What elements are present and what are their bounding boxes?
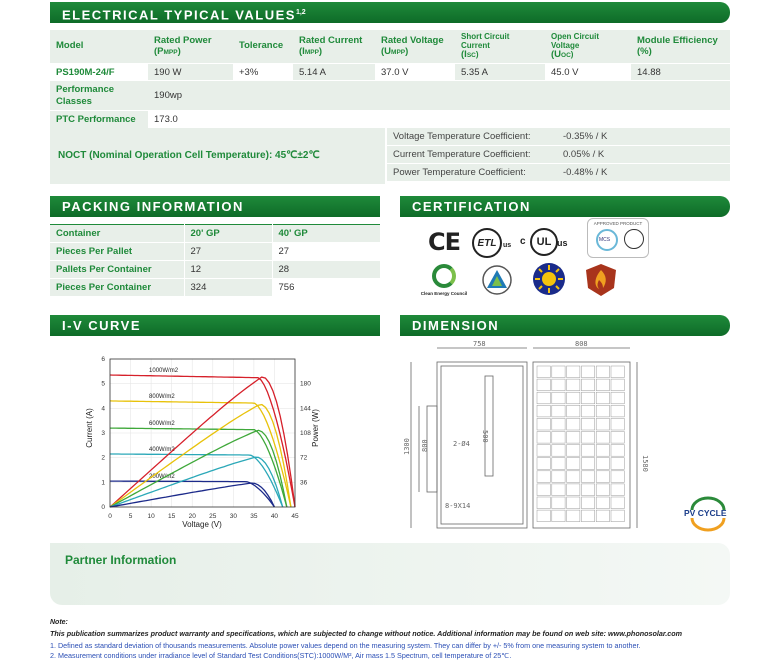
header-uoc: Open Circuit Voltage (UOC) xyxy=(545,30,631,64)
pack-cell: 12 xyxy=(184,261,272,279)
performance-value: 190wp xyxy=(148,81,730,111)
solar-cell xyxy=(611,366,624,378)
x-tick-label: 15 xyxy=(168,513,176,520)
cec-triangle-logo xyxy=(480,264,514,296)
dim-hole-2: 8-9X14 xyxy=(445,502,471,510)
y-tick-label: 3 xyxy=(101,430,105,437)
chart-curves xyxy=(110,368,295,507)
solar-cell xyxy=(552,497,565,509)
cell-tolerance: +3% xyxy=(233,64,293,81)
fire-safety-logo xyxy=(583,262,619,298)
solar-cell xyxy=(552,445,565,457)
power-curve xyxy=(110,430,287,507)
ce-logo: CE xyxy=(427,228,460,256)
cell-voltage: 37.0 V xyxy=(375,64,455,81)
coef-voltage: Voltage Temperature Coefficient: -0.35% / K xyxy=(387,128,730,146)
solar-cell xyxy=(611,497,624,509)
solar-cell xyxy=(596,484,609,496)
note-summary: This publication summarizes product warranty and specifications, which are subjected to change without notice. Additional information may be found on web site: www.phonosolar.com xyxy=(50,629,683,638)
solar-cell xyxy=(581,458,594,470)
solar-cell xyxy=(611,484,624,496)
solar-cell xyxy=(567,484,580,496)
solar-cell xyxy=(567,392,580,404)
solar-cell xyxy=(537,484,550,496)
x-tick-label: 0 xyxy=(108,513,112,520)
cell-efficiency: 14.88 xyxy=(631,64,730,81)
solar-cell xyxy=(552,432,565,444)
triangle-icon xyxy=(480,264,514,296)
header-isc: Short Circuit Current (ISC) xyxy=(455,30,545,64)
x-tick-label: 25 xyxy=(209,513,217,520)
pv-cycle-text: PV CYCLE xyxy=(684,508,727,518)
section-title-dimension: DIMENSION xyxy=(412,318,500,333)
partner-title: Partner Information xyxy=(65,553,177,567)
iv-curve-chart xyxy=(80,345,340,535)
solar-cell xyxy=(552,484,565,496)
y2-tick-label: 144 xyxy=(300,405,311,413)
pack-cell: 756 xyxy=(272,279,380,297)
y-tick-label: 1 xyxy=(101,479,105,487)
pack-header-20gp: 20' GP xyxy=(184,225,272,243)
solar-cell xyxy=(596,445,609,457)
solar-cell xyxy=(596,510,609,522)
cell-power: 190 W xyxy=(148,64,233,81)
performance-label: Performance Classes xyxy=(50,81,148,111)
electrical-table xyxy=(50,30,730,129)
solar-cell xyxy=(567,458,580,470)
y-tick-label: 2 xyxy=(101,454,105,462)
y-tick-label: 0 xyxy=(101,504,105,511)
solar-cell xyxy=(567,418,580,430)
section-banner-certification xyxy=(400,196,730,217)
solar-cell xyxy=(581,497,594,509)
pack-header-40gp: 40' GP xyxy=(272,225,380,243)
solar-cell xyxy=(581,366,594,378)
series-label: 1000W/m2 xyxy=(149,368,179,375)
ptc-value: 173.0 xyxy=(148,111,730,129)
dim-width-front: 758 xyxy=(473,340,486,348)
dimension-drawing xyxy=(405,340,695,530)
section-title-iv: I-V CURVE xyxy=(62,318,141,333)
solar-cell xyxy=(567,510,580,522)
y-tick-label: 4 xyxy=(101,405,105,413)
y-axis-label: Current (A) xyxy=(85,408,94,448)
pack-row-label: Pieces Per Pallet xyxy=(50,243,184,261)
solar-cell xyxy=(596,366,609,378)
solar-cell xyxy=(611,458,624,470)
solar-cell xyxy=(537,432,550,444)
dim-height: 1580 xyxy=(641,455,649,472)
solar-cell xyxy=(581,418,594,430)
solar-cell xyxy=(537,445,550,457)
y2-tick-label: 108 xyxy=(300,430,311,437)
section-banner-iv xyxy=(50,315,380,336)
solar-cell xyxy=(537,458,550,470)
x-tick-label: 35 xyxy=(250,513,258,520)
pack-row-label: Pallets Per Container xyxy=(50,261,184,279)
solar-cell xyxy=(596,379,609,391)
x-tick-label: 45 xyxy=(291,513,299,520)
solar-cell xyxy=(581,484,594,496)
coef-power: Power Temperature Coefficient: -0.48% / K xyxy=(387,164,730,182)
clean-energy-council-logo xyxy=(418,262,470,302)
cell-model: PS190M-24/F xyxy=(50,64,148,81)
header-model: Model xyxy=(50,30,148,64)
ul-c-mark: c xyxy=(520,236,526,247)
series-label: 400W/m2 xyxy=(149,446,175,453)
solar-cell xyxy=(537,510,550,522)
series-label: 600W/m2 xyxy=(149,421,175,428)
section-banner-dimension xyxy=(400,315,730,336)
pack-cell: 27 xyxy=(272,243,380,261)
panel-front-slot xyxy=(485,376,493,476)
x-axis-label: Voltage (V) xyxy=(182,520,222,529)
solar-cell xyxy=(611,432,624,444)
dim-hole-1: 2-Ø4 xyxy=(453,440,470,448)
x-tick-label: 5 xyxy=(128,513,133,520)
packing-table xyxy=(50,224,380,297)
solar-cell xyxy=(552,510,565,522)
solar-cell xyxy=(552,405,565,417)
ul-us-mark: us xyxy=(557,238,568,248)
pack-header-container: Container xyxy=(50,225,184,243)
solar-cell xyxy=(611,392,624,404)
solar-cell xyxy=(581,405,594,417)
solar-cell xyxy=(611,445,624,457)
solar-cell xyxy=(596,497,609,509)
note-title: Note: xyxy=(50,619,68,626)
solar-cell xyxy=(611,379,624,391)
solar-cell xyxy=(596,392,609,404)
x-tick-label: 10 xyxy=(147,513,155,520)
solar-cell xyxy=(581,471,594,483)
solar-cell xyxy=(567,432,580,444)
section-title-packing: PACKING INFORMATION xyxy=(62,199,244,214)
note-1: 1. Defined as standard deviation of thousands measurements. Absolute power values depend on the measuring system. They can differ by +/- 5% from one measuring system to another. xyxy=(50,641,641,650)
flame-shield-icon xyxy=(583,262,619,298)
cell-uoc: 45.0 V xyxy=(545,64,631,81)
solar-cell xyxy=(567,405,580,417)
dim-inner-height-2: 800 xyxy=(421,439,429,452)
tuv-badge-icon xyxy=(624,229,644,249)
solar-cell xyxy=(537,405,550,417)
pack-cell: 27 xyxy=(184,243,272,261)
iv-curve xyxy=(110,428,287,507)
series-label: 800W/m2 xyxy=(149,393,175,400)
section-banner-packing xyxy=(50,196,380,217)
noct-text: NOCT (Nominal Operation Cell Temperature): 45℃±2℃ xyxy=(58,150,320,161)
cell-grid xyxy=(537,366,624,522)
dim-width-back: 808 xyxy=(575,340,588,348)
solar-cell xyxy=(567,379,580,391)
cec-ring-icon xyxy=(432,264,456,288)
section-title-certification: CERTIFICATION xyxy=(412,199,531,214)
mcs-text: MCS xyxy=(599,237,611,243)
solar-cell xyxy=(537,392,550,404)
x-tick-label: 40 xyxy=(270,513,279,520)
section-title-superscript: 1,2 xyxy=(295,9,306,16)
note-2: 2. Measurement conditions under irradiance level of Standard Test Conditions(STC):1000W/M², Air mass 1.5 Spectrum, cell temperature of 25℃. xyxy=(50,651,512,660)
solar-cell xyxy=(567,497,580,509)
etl-us-mark: us xyxy=(503,242,512,249)
solar-cell xyxy=(537,418,550,430)
solar-cell xyxy=(611,418,624,430)
solar-cell xyxy=(581,392,594,404)
solar-cell xyxy=(567,366,580,378)
section-banner-electrical xyxy=(50,2,730,23)
solar-cell xyxy=(567,445,580,457)
solar-cell xyxy=(537,366,550,378)
solar-cell xyxy=(596,418,609,430)
pack-row-label: Pieces Per Container xyxy=(50,279,184,297)
coefficients xyxy=(387,128,730,182)
solar-cell xyxy=(537,471,550,483)
y-tick-label: 6 xyxy=(101,356,105,363)
cell-isc: 5.35 A xyxy=(455,64,545,81)
solar-cell xyxy=(537,497,550,509)
sun-icon xyxy=(532,262,566,296)
solar-cell xyxy=(611,510,624,522)
solar-cell xyxy=(552,418,565,430)
solar-cell xyxy=(581,445,594,457)
pack-cell: 28 xyxy=(272,261,380,279)
solar-cell xyxy=(552,392,565,404)
header-rated-current: Rated Current (IMPP) xyxy=(293,30,375,64)
solar-cell xyxy=(596,458,609,470)
header-tolerance: Tolerance xyxy=(233,30,293,64)
header-rated-power: Rated Power (PMPP) xyxy=(148,30,233,64)
etl-logo: ETL xyxy=(472,228,502,258)
solar-cell xyxy=(552,471,565,483)
iv-curve xyxy=(110,454,283,507)
x-tick-label: 30 xyxy=(229,513,237,520)
approved-text: APPROVED PRODUCT xyxy=(593,221,643,226)
solar-cell xyxy=(581,379,594,391)
solar-cell xyxy=(596,471,609,483)
solar-cell xyxy=(611,405,624,417)
section-title-electrical: ELECTRICAL TYPICAL VALUES xyxy=(62,7,296,23)
ul-logo: UL xyxy=(530,228,558,256)
sun-logo xyxy=(532,262,566,296)
solar-cell xyxy=(596,432,609,444)
y2-tick-label: 36 xyxy=(300,479,308,487)
solar-cell xyxy=(611,471,624,483)
solar-cell xyxy=(537,379,550,391)
ptc-label: PTC Performance xyxy=(50,111,148,129)
x-tick-label: 20 xyxy=(188,513,196,520)
solar-cell xyxy=(552,379,565,391)
solar-cell xyxy=(581,510,594,522)
solar-cell xyxy=(581,432,594,444)
cec-text: Clean Energy Council xyxy=(420,291,468,296)
solar-cell xyxy=(552,458,565,470)
y2-axis-label: Power (W) xyxy=(311,409,320,447)
partner-box xyxy=(50,543,730,605)
solar-cell xyxy=(552,366,565,378)
dim-inner-height: 1300 xyxy=(403,438,411,455)
header-rated-voltage: Rated Voltage (UMPP) xyxy=(375,30,455,64)
header-efficiency: Module Efficiency (%) xyxy=(631,30,730,64)
y-tick-label: 5 xyxy=(101,380,105,388)
y2-tick-label: 180 xyxy=(300,380,311,388)
pv-cycle-logo xyxy=(680,496,736,530)
solar-cell xyxy=(567,471,580,483)
solar-cell xyxy=(596,405,609,417)
pack-cell: 324 xyxy=(184,279,272,297)
coef-current: Current Temperature Coefficient: 0.05% / K xyxy=(387,146,730,164)
cell-current: 5.14 A xyxy=(293,64,375,81)
y2-tick-label: 72 xyxy=(300,454,308,462)
mcs-approved-logo xyxy=(587,218,649,258)
dim-slot: 500 xyxy=(481,430,489,443)
series-label: 200W/m2 xyxy=(149,474,175,481)
